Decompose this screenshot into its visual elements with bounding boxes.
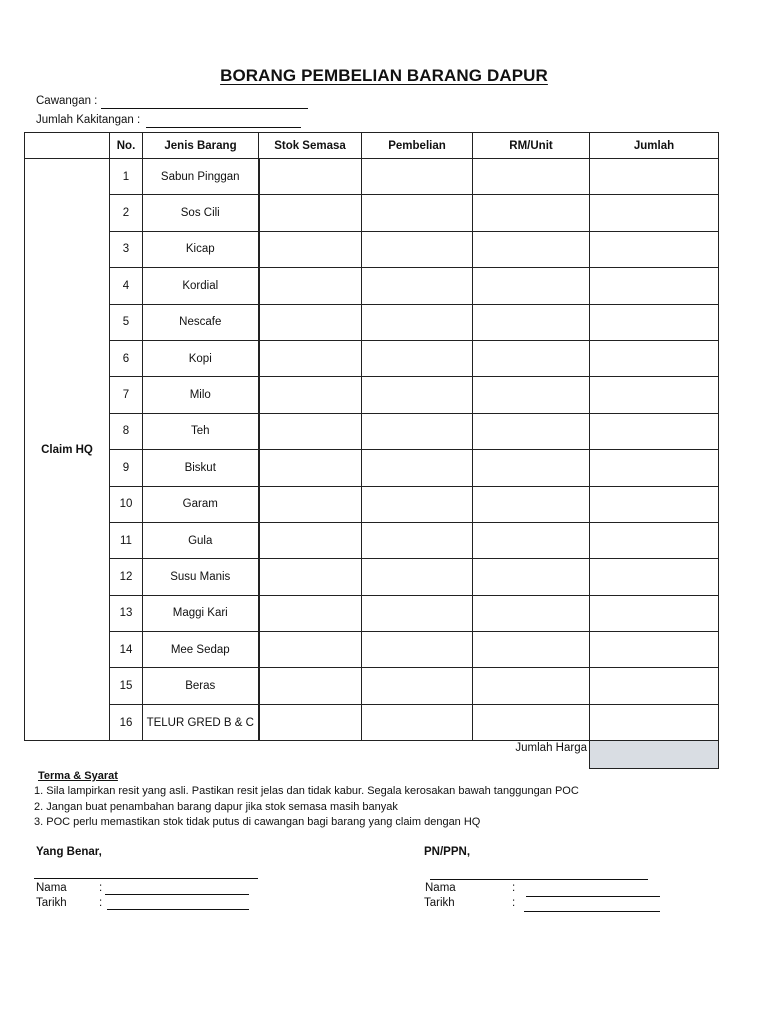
stok-semasa-cell[interactable] bbox=[259, 195, 362, 231]
pembelian-cell[interactable] bbox=[362, 486, 473, 522]
col-header-stok-semasa: Stok Semasa bbox=[259, 133, 362, 159]
table-row bbox=[25, 413, 719, 449]
col-header-pembelian: Pembelian bbox=[362, 133, 473, 159]
row-no: 1 bbox=[110, 159, 143, 195]
jumlah-cell[interactable] bbox=[590, 231, 719, 267]
stok-semasa-cell[interactable] bbox=[259, 595, 362, 631]
rm-unit-cell[interactable] bbox=[473, 486, 590, 522]
row-no: 6 bbox=[110, 340, 143, 376]
table-row bbox=[25, 340, 719, 376]
rm-unit-cell[interactable] bbox=[473, 377, 590, 413]
table-row bbox=[25, 632, 719, 668]
table-row bbox=[25, 231, 719, 267]
row-item: Beras bbox=[143, 668, 259, 704]
rm-unit-cell[interactable] bbox=[473, 450, 590, 486]
term-3: 3. POC perlu memastikan stok tidak putus di cawangan bagi barang yang claim dengan HQ bbox=[34, 816, 481, 828]
stok-semasa-cell[interactable] bbox=[259, 704, 362, 740]
purchase-table bbox=[24, 132, 719, 769]
jumlah-cell[interactable] bbox=[590, 195, 719, 231]
pn-ppn-title: PN/PPN, bbox=[424, 846, 471, 858]
jumlah-cell[interactable] bbox=[590, 704, 719, 740]
row-no: 15 bbox=[110, 668, 143, 704]
pembelian-cell[interactable] bbox=[362, 377, 473, 413]
rm-unit-cell[interactable] bbox=[473, 231, 590, 267]
pembelian-cell[interactable] bbox=[362, 195, 473, 231]
row-no: 13 bbox=[110, 595, 143, 631]
total-spacer bbox=[110, 741, 143, 769]
pembelian-cell[interactable] bbox=[362, 704, 473, 740]
table-row bbox=[25, 195, 719, 231]
row-item: Biskut bbox=[143, 450, 259, 486]
row-item: Teh bbox=[143, 413, 259, 449]
left-tarikh-field[interactable] bbox=[107, 909, 249, 910]
form-title-text: BORANG PEMBELIAN BARANG DAPUR bbox=[220, 66, 548, 85]
rm-unit-cell[interactable] bbox=[473, 668, 590, 704]
row-no: 4 bbox=[110, 268, 143, 304]
jumlah-cell[interactable] bbox=[590, 522, 719, 558]
right-nama-label: Nama bbox=[425, 882, 456, 894]
cawangan-label: Cawangan : bbox=[36, 95, 98, 107]
jumlah-cell[interactable] bbox=[590, 595, 719, 631]
row-item: Sos Cili bbox=[143, 195, 259, 231]
jumlah-cell[interactable] bbox=[590, 377, 719, 413]
kakitangan-field[interactable] bbox=[146, 127, 301, 128]
right-nama-colon: : bbox=[512, 882, 516, 894]
row-no: 11 bbox=[110, 522, 143, 558]
jumlah-cell[interactable] bbox=[590, 304, 719, 340]
stok-semasa-cell[interactable] bbox=[259, 632, 362, 668]
jumlah-harga-field[interactable] bbox=[590, 741, 719, 769]
jumlah-cell[interactable] bbox=[590, 159, 719, 195]
pembelian-cell[interactable] bbox=[362, 413, 473, 449]
left-nama-colon: : bbox=[99, 882, 103, 894]
row-no: 2 bbox=[110, 195, 143, 231]
row-item: Gula bbox=[143, 522, 259, 558]
col-header-jenis-barang: Jenis Barang bbox=[143, 133, 259, 159]
table-row bbox=[25, 704, 719, 740]
row-item: Susu Manis bbox=[143, 559, 259, 595]
stok-semasa-cell[interactable] bbox=[259, 559, 362, 595]
terms-title-text: Terma & Syarat bbox=[38, 770, 118, 782]
row-no: 16 bbox=[110, 704, 143, 740]
col-header-no: No. bbox=[110, 133, 143, 159]
pembelian-cell[interactable] bbox=[362, 450, 473, 486]
rm-unit-cell[interactable] bbox=[473, 195, 590, 231]
table-row bbox=[25, 304, 719, 340]
table-row bbox=[25, 268, 719, 304]
row-item: Milo bbox=[143, 377, 259, 413]
rm-unit-cell[interactable] bbox=[473, 595, 590, 631]
row-no: 10 bbox=[110, 486, 143, 522]
claim-hq-label: Claim HQ bbox=[25, 159, 110, 741]
left-tarikh-colon: : bbox=[99, 897, 103, 909]
form-title bbox=[0, 66, 768, 86]
col-header-jumlah: Jumlah bbox=[590, 133, 719, 159]
total-spacer bbox=[143, 741, 259, 769]
pembelian-cell[interactable] bbox=[362, 595, 473, 631]
term-1: 1. Sila lampirkan resit yang asli. Pastikan resit jelas dan tidak kabur. Segala kerosakan bawah tanggungan POC bbox=[34, 785, 579, 797]
stok-semasa-cell[interactable] bbox=[259, 340, 362, 376]
pembelian-cell[interactable] bbox=[362, 268, 473, 304]
total-spacer bbox=[25, 741, 110, 769]
table-row bbox=[25, 159, 719, 195]
table-row bbox=[25, 668, 719, 704]
group-header-cell bbox=[25, 133, 110, 159]
right-tarikh-colon: : bbox=[512, 897, 516, 909]
rm-unit-cell[interactable] bbox=[473, 632, 590, 668]
table-row bbox=[25, 486, 719, 522]
jumlah-cell[interactable] bbox=[590, 559, 719, 595]
row-item: Nescafe bbox=[143, 304, 259, 340]
rm-unit-cell[interactable] bbox=[473, 304, 590, 340]
pembelian-cell[interactable] bbox=[362, 159, 473, 195]
stok-semasa-cell[interactable] bbox=[259, 268, 362, 304]
row-item: Kopi bbox=[143, 340, 259, 376]
right-tarikh-label: Tarikh bbox=[424, 897, 455, 909]
pembelian-cell[interactable] bbox=[362, 668, 473, 704]
table-row bbox=[25, 450, 719, 486]
left-tarikh-label: Tarikh bbox=[36, 897, 67, 909]
row-item: Kordial bbox=[143, 268, 259, 304]
table-row bbox=[25, 522, 719, 558]
row-no: 8 bbox=[110, 413, 143, 449]
row-item: Maggi Kari bbox=[143, 595, 259, 631]
row-item: Garam bbox=[143, 486, 259, 522]
row-item: Mee Sedap bbox=[143, 632, 259, 668]
left-nama-field[interactable] bbox=[105, 894, 249, 895]
term-2: 2. Jangan buat penambahan barang dapur jika stok semasa masih banyak bbox=[34, 801, 398, 813]
col-header-rm-unit: RM/Unit bbox=[473, 133, 590, 159]
stok-semasa-cell[interactable] bbox=[259, 377, 362, 413]
table-row bbox=[25, 559, 719, 595]
table-row bbox=[25, 377, 719, 413]
row-item: TELUR GRED B & C bbox=[143, 704, 259, 740]
left-signature-line[interactable] bbox=[34, 878, 258, 879]
total-spacer bbox=[362, 741, 473, 769]
rm-unit-cell[interactable] bbox=[473, 413, 590, 449]
row-no: 5 bbox=[110, 304, 143, 340]
rm-unit-cell[interactable] bbox=[473, 559, 590, 595]
pembelian-cell[interactable] bbox=[362, 304, 473, 340]
jumlah-cell[interactable] bbox=[590, 668, 719, 704]
rm-unit-cell[interactable] bbox=[473, 704, 590, 740]
table-header-row bbox=[25, 133, 719, 159]
total-row bbox=[25, 741, 719, 769]
jumlah-harga-label: Jumlah Harga bbox=[515, 742, 587, 755]
stok-semasa-cell[interactable] bbox=[259, 668, 362, 704]
row-no: 9 bbox=[110, 450, 143, 486]
stok-semasa-cell[interactable] bbox=[259, 413, 362, 449]
right-signature-line[interactable] bbox=[430, 879, 648, 880]
rm-unit-cell[interactable] bbox=[473, 159, 590, 195]
table-row bbox=[25, 595, 719, 631]
rm-unit-cell[interactable] bbox=[473, 522, 590, 558]
jumlah-cell[interactable] bbox=[590, 486, 719, 522]
rm-unit-cell[interactable] bbox=[473, 268, 590, 304]
jumlah-cell[interactable] bbox=[590, 340, 719, 376]
row-no: 12 bbox=[110, 559, 143, 595]
stok-semasa-cell[interactable] bbox=[259, 304, 362, 340]
jumlah-cell[interactable] bbox=[590, 450, 719, 486]
stok-semasa-cell[interactable] bbox=[259, 231, 362, 267]
stok-semasa-cell[interactable] bbox=[259, 159, 362, 195]
jumlah-cell[interactable] bbox=[590, 632, 719, 668]
pembelian-cell[interactable] bbox=[362, 522, 473, 558]
terms-title bbox=[38, 769, 118, 784]
stok-semasa-cell[interactable] bbox=[259, 486, 362, 522]
jumlah-cell[interactable] bbox=[590, 268, 719, 304]
pembelian-cell[interactable] bbox=[362, 559, 473, 595]
rm-unit-cell[interactable] bbox=[473, 340, 590, 376]
yang-benar-title: Yang Benar, bbox=[36, 846, 102, 858]
row-no: 14 bbox=[110, 632, 143, 668]
pembelian-cell[interactable] bbox=[362, 632, 473, 668]
row-item: Kicap bbox=[143, 231, 259, 267]
stok-semasa-cell[interactable] bbox=[259, 522, 362, 558]
stok-semasa-cell[interactable] bbox=[259, 450, 362, 486]
pembelian-cell[interactable] bbox=[362, 231, 473, 267]
row-item: Sabun Pinggan bbox=[143, 159, 259, 195]
row-no: 7 bbox=[110, 377, 143, 413]
pembelian-cell[interactable] bbox=[362, 340, 473, 376]
kakitangan-label: Jumlah Kakitangan : bbox=[36, 114, 141, 126]
jumlah-cell[interactable] bbox=[590, 413, 719, 449]
row-no: 3 bbox=[110, 231, 143, 267]
right-nama-field[interactable] bbox=[526, 896, 660, 897]
total-spacer bbox=[259, 741, 362, 769]
cawangan-field[interactable] bbox=[101, 108, 308, 109]
left-nama-label: Nama bbox=[36, 882, 67, 894]
right-tarikh-field[interactable] bbox=[524, 911, 660, 912]
